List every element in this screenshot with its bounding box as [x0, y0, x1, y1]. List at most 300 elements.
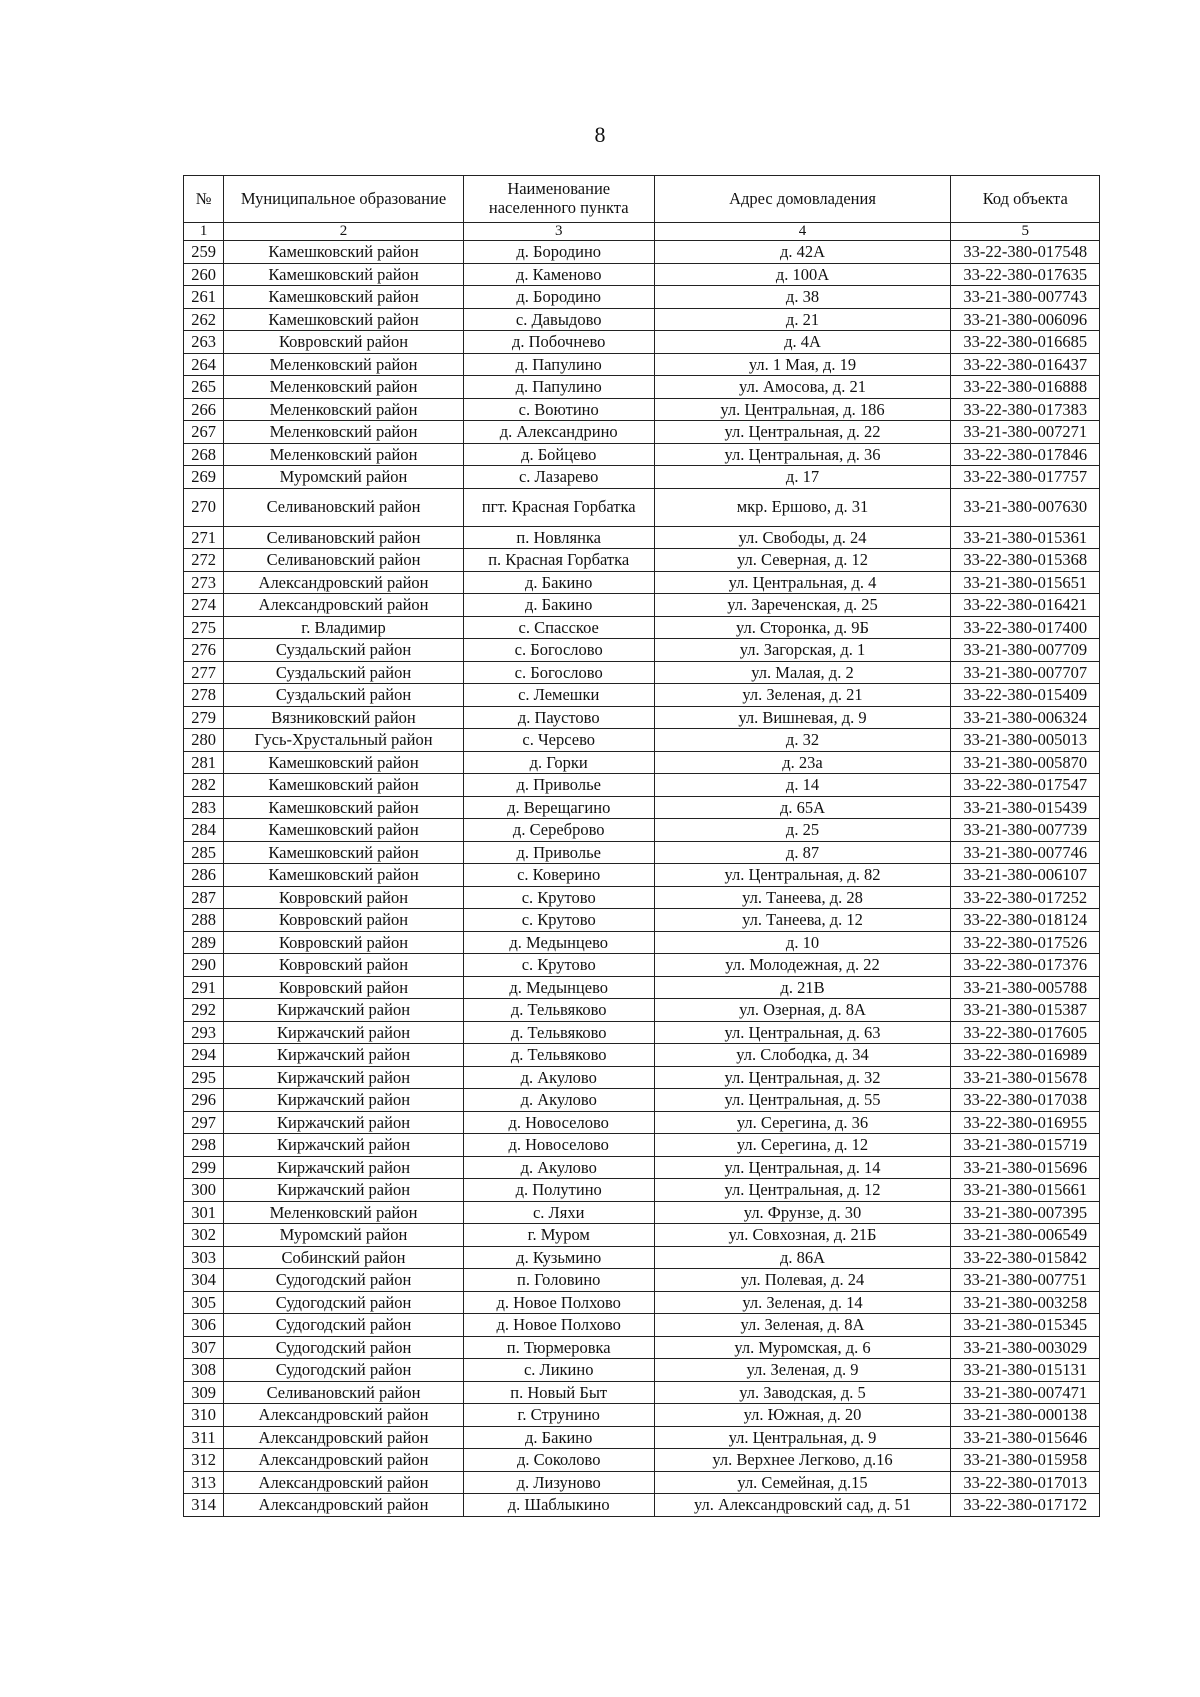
municipality-cell: Судогодский район: [224, 1291, 464, 1314]
address-cell: д. 32: [654, 729, 951, 752]
address-cell: ул. 1 Мая, д. 19: [654, 353, 951, 376]
row-number: 269: [184, 466, 224, 489]
address-cell: ул. Центральная, д. 32: [654, 1066, 951, 1089]
settlement-cell: д. Соколово: [463, 1449, 654, 1472]
object-code-cell: 33-22-380-017172: [951, 1494, 1100, 1517]
address-cell: ул. Сторонка, д. 9Б: [654, 616, 951, 639]
row-number: 287: [184, 886, 224, 909]
row-number: 308: [184, 1359, 224, 1382]
table-row: [184, 729, 1100, 752]
settlement-cell: д. Каменово: [463, 263, 654, 286]
table-row: [184, 1381, 1100, 1404]
settlement-cell: д. Бойцево: [463, 443, 654, 466]
municipality-cell: Меленковский район: [224, 1201, 464, 1224]
municipality-cell: Судогодский район: [224, 1359, 464, 1382]
object-code-cell: 33-22-380-016685: [951, 331, 1100, 354]
municipality-cell: Меленковский район: [224, 376, 464, 399]
address-cell: ул. Полевая, д. 24: [654, 1269, 951, 1292]
table-row: [184, 263, 1100, 286]
address-cell: д. 87: [654, 841, 951, 864]
settlement-cell: д. Новое Полхово: [463, 1291, 654, 1314]
address-cell: д. 42А: [654, 241, 951, 264]
address-cell: д. 4А: [654, 331, 951, 354]
table-row: [184, 1246, 1100, 1269]
object-code-cell: 33-22-380-016888: [951, 376, 1100, 399]
object-code-cell: 33-21-380-015719: [951, 1134, 1100, 1157]
table-header-row: [184, 176, 1100, 223]
row-number: 288: [184, 909, 224, 932]
row-number: 261: [184, 286, 224, 309]
address-cell: д. 100А: [654, 263, 951, 286]
municipality-cell: Селивановский район: [224, 1381, 464, 1404]
municipality-cell: Ковровский район: [224, 954, 464, 977]
object-code-cell: 33-21-380-005788: [951, 976, 1100, 999]
municipality-cell: Ковровский район: [224, 886, 464, 909]
object-code-cell: 33-21-380-005013: [951, 729, 1100, 752]
address-cell: ул. Зеленая, д. 14: [654, 1291, 951, 1314]
settlement-cell: с. Лемешки: [463, 684, 654, 707]
table-row: [184, 1314, 1100, 1337]
address-cell: д. 17: [654, 466, 951, 489]
table-row: [184, 1111, 1100, 1134]
municipality-cell: Муромский район: [224, 1224, 464, 1247]
header-settlement: Наименование населенного пункта: [463, 176, 654, 223]
table-body: [184, 241, 1100, 1517]
table-row: [184, 886, 1100, 909]
object-code-cell: 33-22-380-017252: [951, 886, 1100, 909]
address-cell: ул. Зеленая, д. 21: [654, 684, 951, 707]
header-municipality: Муниципальное образование: [224, 176, 464, 223]
settlement-cell: д. Папулино: [463, 376, 654, 399]
address-cell: д. 86А: [654, 1246, 951, 1269]
settlement-cell: д. Приволье: [463, 841, 654, 864]
row-number: 310: [184, 1404, 224, 1427]
row-number: 290: [184, 954, 224, 977]
header-object-code: Код объекта: [951, 176, 1100, 223]
address-cell: ул. Свободы, д. 24: [654, 526, 951, 549]
settlement-cell: д. Тельвяково: [463, 1021, 654, 1044]
settlement-cell: д. Бородино: [463, 286, 654, 309]
table-row: [184, 353, 1100, 376]
municipality-cell: Суздальский район: [224, 661, 464, 684]
table-row: [184, 1021, 1100, 1044]
address-cell: ул. Фрунзе, д. 30: [654, 1201, 951, 1224]
address-cell: ул. Молодежная, д. 22: [654, 954, 951, 977]
address-cell: д. 14: [654, 774, 951, 797]
settlement-cell: д. Новоселово: [463, 1111, 654, 1134]
object-code-cell: 33-21-380-007271: [951, 421, 1100, 444]
municipality-cell: Муромский район: [224, 466, 464, 489]
municipality-cell: г. Владимир: [224, 616, 464, 639]
address-cell: ул. Верхнее Легково, д.16: [654, 1449, 951, 1472]
settlement-cell: п. Новлянка: [463, 526, 654, 549]
table-row: [184, 1359, 1100, 1382]
settlement-cell: д. Сереброво: [463, 819, 654, 842]
table-row: [184, 1269, 1100, 1292]
address-cell: ул. Северная, д. 12: [654, 549, 951, 572]
address-cell: ул. Зеленая, д. 8А: [654, 1314, 951, 1337]
settlement-cell: д. Паустово: [463, 706, 654, 729]
column-number: 5: [951, 223, 1100, 241]
table-row: [184, 1044, 1100, 1067]
address-cell: ул. Вишневая, д. 9: [654, 706, 951, 729]
address-cell: д. 23а: [654, 751, 951, 774]
row-number: 267: [184, 421, 224, 444]
object-code-cell: 33-21-380-015131: [951, 1359, 1100, 1382]
table-row: [184, 1449, 1100, 1472]
settlement-cell: д. Лизуново: [463, 1471, 654, 1494]
settlement-cell: с. Ляхи: [463, 1201, 654, 1224]
row-number: 266: [184, 398, 224, 421]
column-number: 3: [463, 223, 654, 241]
municipality-cell: Меленковский район: [224, 398, 464, 421]
table-row: [184, 1494, 1100, 1517]
table-row: [184, 331, 1100, 354]
row-number: 305: [184, 1291, 224, 1314]
row-number: 286: [184, 864, 224, 887]
object-code-cell: 33-21-380-007743: [951, 286, 1100, 309]
row-number: 282: [184, 774, 224, 797]
settlement-cell: с. Черсево: [463, 729, 654, 752]
row-number: 272: [184, 549, 224, 572]
settlement-cell: д. Новоселово: [463, 1134, 654, 1157]
settlement-cell: д. Горки: [463, 751, 654, 774]
settlement-cell: д. Бородино: [463, 241, 654, 264]
row-number: 300: [184, 1179, 224, 1202]
row-number: 281: [184, 751, 224, 774]
row-number: 285: [184, 841, 224, 864]
address-cell: ул. Амосова, д. 21: [654, 376, 951, 399]
municipality-cell: Киржачский район: [224, 1134, 464, 1157]
row-number: 284: [184, 819, 224, 842]
object-code-cell: 33-22-380-016989: [951, 1044, 1100, 1067]
settlement-cell: п. Новый Быт: [463, 1381, 654, 1404]
object-code-cell: 33-21-380-015661: [951, 1179, 1100, 1202]
table-row: [184, 864, 1100, 887]
object-code-cell: 33-22-380-017383: [951, 398, 1100, 421]
table-row: [184, 999, 1100, 1022]
municipality-cell: Камешковский район: [224, 864, 464, 887]
municipality-cell: Александровский район: [224, 594, 464, 617]
municipality-cell: Александровский район: [224, 1494, 464, 1517]
address-cell: ул. Серегина, д. 36: [654, 1111, 951, 1134]
settlement-cell: д. Медынцево: [463, 976, 654, 999]
row-number: 304: [184, 1269, 224, 1292]
settlement-cell: д. Акулово: [463, 1089, 654, 1112]
table-row: [184, 1471, 1100, 1494]
settlement-cell: п. Тюрмеровка: [463, 1336, 654, 1359]
column-number: 2: [224, 223, 464, 241]
table-row: [184, 1336, 1100, 1359]
address-cell: д. 10: [654, 931, 951, 954]
address-cell: ул. Центральная, д. 36: [654, 443, 951, 466]
object-code-cell: 33-22-380-017376: [951, 954, 1100, 977]
address-cell: д. 65А: [654, 796, 951, 819]
settlement-cell: с. Лазарево: [463, 466, 654, 489]
municipality-cell: Ковровский район: [224, 931, 464, 954]
object-code-cell: 33-22-380-017038: [951, 1089, 1100, 1112]
table-row: [184, 594, 1100, 617]
table-row: [184, 1066, 1100, 1089]
settlement-cell: с. Богослово: [463, 639, 654, 662]
settlement-cell: д. Верещагино: [463, 796, 654, 819]
settlement-cell: п. Красная Горбатка: [463, 549, 654, 572]
row-number: 278: [184, 684, 224, 707]
object-code-cell: 33-21-380-015646: [951, 1426, 1100, 1449]
table-row: [184, 616, 1100, 639]
address-cell: ул. Танеева, д. 12: [654, 909, 951, 932]
row-number: 263: [184, 331, 224, 354]
object-code-cell: 33-21-380-007707: [951, 661, 1100, 684]
table-row: [184, 684, 1100, 707]
municipality-cell: Камешковский район: [224, 263, 464, 286]
settlement-cell: с. Крутово: [463, 909, 654, 932]
address-cell: ул. Александровский сад, д. 51: [654, 1494, 951, 1517]
table-row: [184, 931, 1100, 954]
municipality-cell: Камешковский район: [224, 308, 464, 331]
row-number: 275: [184, 616, 224, 639]
row-number: 301: [184, 1201, 224, 1224]
address-cell: ул. Южная, д. 20: [654, 1404, 951, 1427]
municipality-cell: Киржачский район: [224, 999, 464, 1022]
settlement-cell: с. Крутово: [463, 886, 654, 909]
object-code-cell: 33-22-380-017013: [951, 1471, 1100, 1494]
municipality-cell: Камешковский район: [224, 751, 464, 774]
municipality-cell: Суздальский район: [224, 684, 464, 707]
object-code-cell: 33-21-380-007630: [951, 488, 1100, 526]
object-code-cell: 33-21-380-006096: [951, 308, 1100, 331]
address-cell: д. 21В: [654, 976, 951, 999]
row-number: 274: [184, 594, 224, 617]
object-code-cell: 33-22-380-015842: [951, 1246, 1100, 1269]
table-row: [184, 841, 1100, 864]
settlement-cell: п. Головино: [463, 1269, 654, 1292]
municipality-cell: Киржачский район: [224, 1156, 464, 1179]
row-number: 314: [184, 1494, 224, 1517]
object-code-cell: 33-21-380-015387: [951, 999, 1100, 1022]
object-code-cell: 33-21-380-015651: [951, 571, 1100, 594]
settlement-cell: д. Кузьмино: [463, 1246, 654, 1269]
table-row: [184, 571, 1100, 594]
settlement-cell: г. Струнино: [463, 1404, 654, 1427]
table-row: [184, 421, 1100, 444]
municipality-cell: Киржачский район: [224, 1021, 464, 1044]
municipality-cell: Селивановский район: [224, 488, 464, 526]
object-code-cell: 33-22-380-017757: [951, 466, 1100, 489]
address-cell: д. 21: [654, 308, 951, 331]
address-cell: д. 25: [654, 819, 951, 842]
address-cell: ул. Заводская, д. 5: [654, 1381, 951, 1404]
household-registry-table: [183, 175, 1100, 1517]
table-row: [184, 398, 1100, 421]
object-code-cell: 33-21-380-005870: [951, 751, 1100, 774]
municipality-cell: Александровский район: [224, 1449, 464, 1472]
address-cell: ул. Семейная, д.15: [654, 1471, 951, 1494]
column-number-row: [184, 223, 1100, 241]
table-row: [184, 1404, 1100, 1427]
object-code-cell: 33-22-380-018124: [951, 909, 1100, 932]
table-row: [184, 706, 1100, 729]
address-cell: ул. Центральная, д. 22: [654, 421, 951, 444]
municipality-cell: Суздальский район: [224, 639, 464, 662]
settlement-cell: д. Медынцево: [463, 931, 654, 954]
address-cell: ул. Центральная, д. 14: [654, 1156, 951, 1179]
municipality-cell: Судогодский район: [224, 1269, 464, 1292]
municipality-cell: Ковровский район: [224, 976, 464, 999]
table-row: [184, 549, 1100, 572]
address-cell: ул. Центральная, д. 82: [654, 864, 951, 887]
settlement-cell: с. Коверино: [463, 864, 654, 887]
municipality-cell: Собинский район: [224, 1246, 464, 1269]
municipality-cell: Александровский район: [224, 1426, 464, 1449]
row-number: 307: [184, 1336, 224, 1359]
address-cell: ул. Совхозная, д. 21Б: [654, 1224, 951, 1247]
row-number: 277: [184, 661, 224, 684]
municipality-cell: Александровский район: [224, 1471, 464, 1494]
municipality-cell: Меленковский район: [224, 353, 464, 376]
row-number: 283: [184, 796, 224, 819]
settlement-cell: д. Приволье: [463, 774, 654, 797]
municipality-cell: Камешковский район: [224, 796, 464, 819]
object-code-cell: 33-22-380-017635: [951, 263, 1100, 286]
settlement-cell: с. Богослово: [463, 661, 654, 684]
table-row: [184, 661, 1100, 684]
municipality-cell: Вязниковский район: [224, 706, 464, 729]
address-cell: ул. Зеленая, д. 9: [654, 1359, 951, 1382]
municipality-cell: Селивановский район: [224, 526, 464, 549]
table-row: [184, 1156, 1100, 1179]
address-cell: ул. Озерная, д. 8А: [654, 999, 951, 1022]
row-number: 268: [184, 443, 224, 466]
municipality-cell: Камешковский район: [224, 819, 464, 842]
table-row: [184, 774, 1100, 797]
object-code-cell: 33-21-380-007739: [951, 819, 1100, 842]
address-cell: мкр. Ершово, д. 31: [654, 488, 951, 526]
object-code-cell: 33-21-380-007471: [951, 1381, 1100, 1404]
settlement-cell: д. Побочнево: [463, 331, 654, 354]
table-row: [184, 954, 1100, 977]
row-number: 289: [184, 931, 224, 954]
settlement-cell: с. Воютино: [463, 398, 654, 421]
object-code-cell: 33-21-380-015958: [951, 1449, 1100, 1472]
object-code-cell: 33-22-380-017526: [951, 931, 1100, 954]
row-number: 295: [184, 1066, 224, 1089]
settlement-cell: д. Александрино: [463, 421, 654, 444]
table-row: [184, 376, 1100, 399]
table-row: [184, 1201, 1100, 1224]
object-code-cell: 33-21-380-007709: [951, 639, 1100, 662]
settlement-cell: с. Ликино: [463, 1359, 654, 1382]
row-number: 259: [184, 241, 224, 264]
row-number: 296: [184, 1089, 224, 1112]
row-number: 270: [184, 488, 224, 526]
object-code-cell: 33-21-380-015345: [951, 1314, 1100, 1337]
object-code-cell: 33-21-380-006549: [951, 1224, 1100, 1247]
row-number: 276: [184, 639, 224, 662]
settlement-cell: д. Акулово: [463, 1066, 654, 1089]
row-number: 262: [184, 308, 224, 331]
address-cell: ул. Центральная, д. 4: [654, 571, 951, 594]
municipality-cell: Александровский район: [224, 571, 464, 594]
table-row: [184, 819, 1100, 842]
object-code-cell: 33-21-380-007751: [951, 1269, 1100, 1292]
address-cell: д. 38: [654, 286, 951, 309]
settlement-cell: пгт. Красная Горбатка: [463, 488, 654, 526]
object-code-cell: 33-22-380-017547: [951, 774, 1100, 797]
row-number: 309: [184, 1381, 224, 1404]
table-row: [184, 1134, 1100, 1157]
municipality-cell: Селивановский район: [224, 549, 464, 572]
municipality-cell: Гусь-Хрустальный район: [224, 729, 464, 752]
object-code-cell: 33-22-380-017846: [951, 443, 1100, 466]
row-number: 292: [184, 999, 224, 1022]
row-number: 271: [184, 526, 224, 549]
municipality-cell: Камешковский район: [224, 286, 464, 309]
address-cell: ул. Танеева, д. 28: [654, 886, 951, 909]
settlement-cell: д. Новое Полхово: [463, 1314, 654, 1337]
row-number: 298: [184, 1134, 224, 1157]
table-row: [184, 1426, 1100, 1449]
table-row: [184, 286, 1100, 309]
object-code-cell: 33-22-380-016421: [951, 594, 1100, 617]
settlement-cell: д. Шаблыкино: [463, 1494, 654, 1517]
municipality-cell: Камешковский район: [224, 774, 464, 797]
settlement-cell: д. Акулово: [463, 1156, 654, 1179]
row-number: 279: [184, 706, 224, 729]
table-row: [184, 308, 1100, 331]
municipality-cell: Камешковский район: [224, 241, 464, 264]
object-code-cell: 33-22-380-017548: [951, 241, 1100, 264]
address-cell: ул. Зареченская, д. 25: [654, 594, 951, 617]
object-code-cell: 33-22-380-017605: [951, 1021, 1100, 1044]
table-row: [184, 466, 1100, 489]
address-cell: ул. Центральная, д. 55: [654, 1089, 951, 1112]
row-number: 297: [184, 1111, 224, 1134]
address-cell: ул. Центральная, д. 12: [654, 1179, 951, 1202]
table-row: [184, 1224, 1100, 1247]
row-number: 264: [184, 353, 224, 376]
object-code-cell: 33-22-380-015368: [951, 549, 1100, 572]
municipality-cell: Меленковский район: [224, 421, 464, 444]
table-row: [184, 639, 1100, 662]
row-number: 302: [184, 1224, 224, 1247]
address-cell: ул. Муромская, д. 6: [654, 1336, 951, 1359]
table-row: [184, 976, 1100, 999]
object-code-cell: 33-21-380-006324: [951, 706, 1100, 729]
object-code-cell: 33-21-380-003029: [951, 1336, 1100, 1359]
row-number: 312: [184, 1449, 224, 1472]
settlement-cell: с. Спасское: [463, 616, 654, 639]
settlement-cell: с. Крутово: [463, 954, 654, 977]
table-row: [184, 1179, 1100, 1202]
municipality-cell: Киржачский район: [224, 1066, 464, 1089]
municipality-cell: Судогодский район: [224, 1336, 464, 1359]
object-code-cell: 33-21-380-015696: [951, 1156, 1100, 1179]
object-code-cell: 33-22-380-017400: [951, 616, 1100, 639]
address-cell: ул. Центральная, д. 9: [654, 1426, 951, 1449]
object-code-cell: 33-21-380-006107: [951, 864, 1100, 887]
column-number: 1: [184, 223, 224, 241]
object-code-cell: 33-21-380-015439: [951, 796, 1100, 819]
table-row: [184, 909, 1100, 932]
row-number: 294: [184, 1044, 224, 1067]
table-row: [184, 1089, 1100, 1112]
row-number: 273: [184, 571, 224, 594]
municipality-cell: Киржачский район: [224, 1111, 464, 1134]
municipality-cell: Меленковский район: [224, 443, 464, 466]
municipality-cell: Киржачский район: [224, 1179, 464, 1202]
municipality-cell: Ковровский район: [224, 331, 464, 354]
